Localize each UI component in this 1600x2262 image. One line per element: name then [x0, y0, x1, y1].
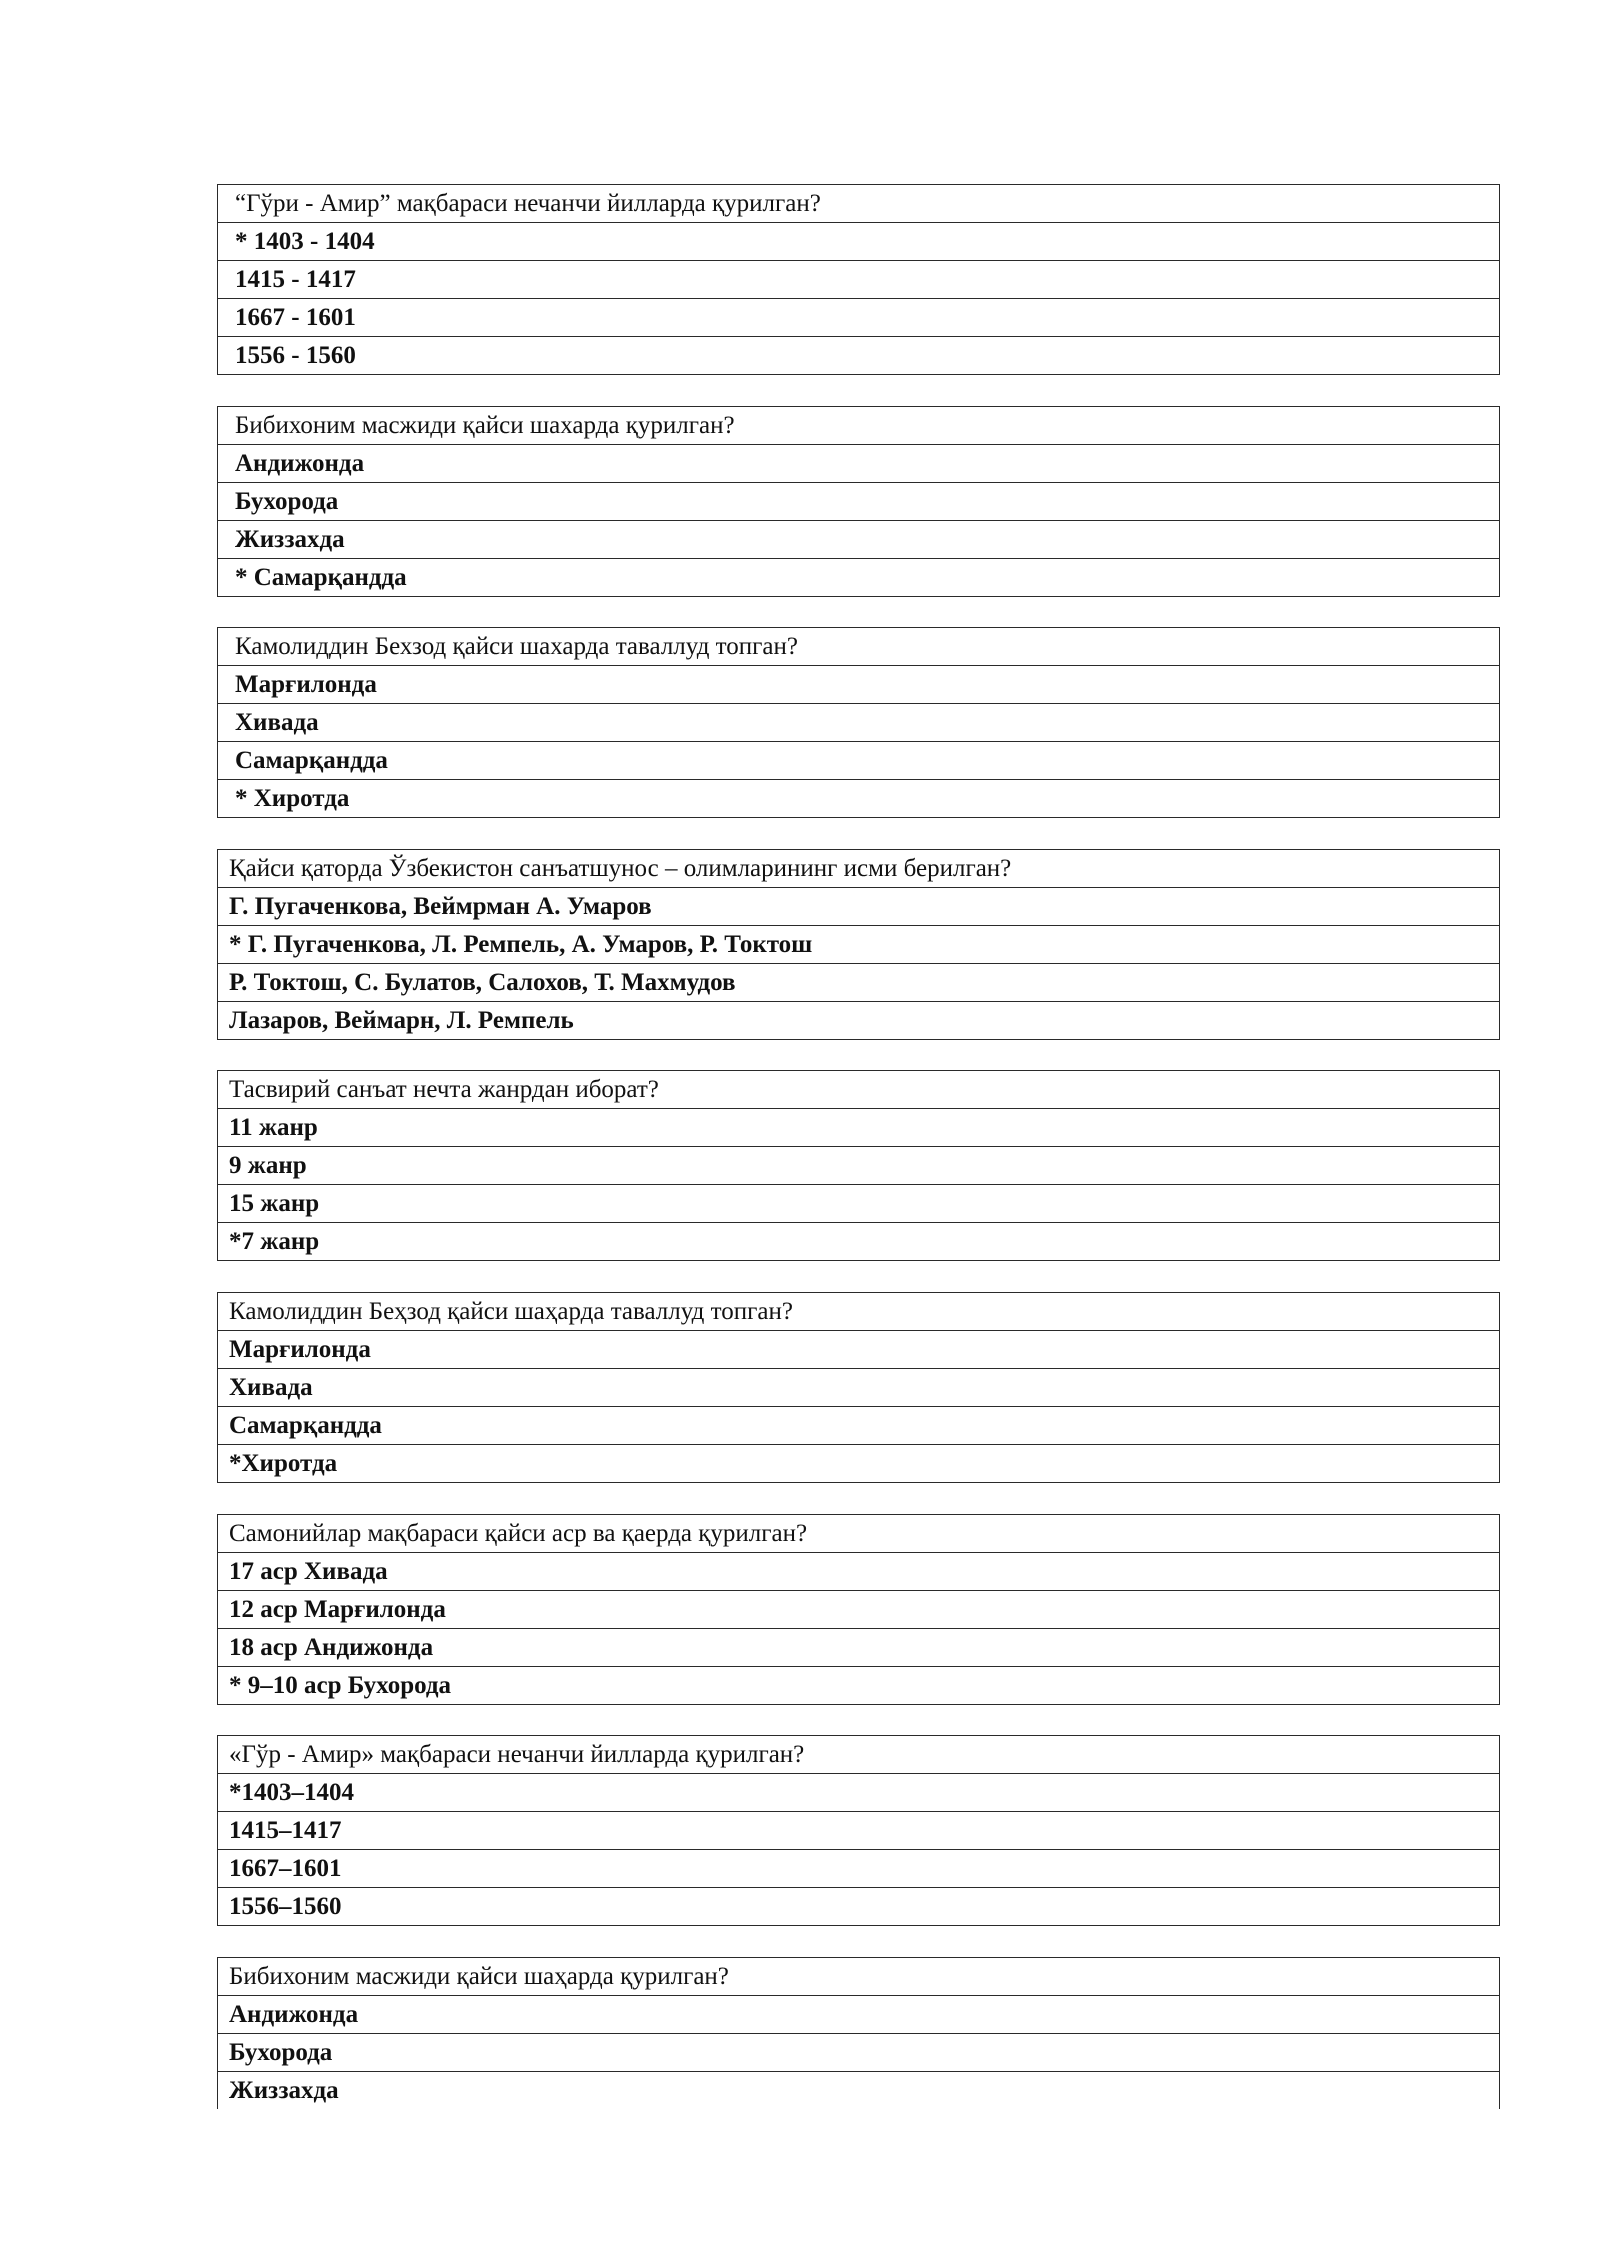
answer-option: Жиззахда — [218, 2072, 1500, 2110]
answer-option: 12 аср Марғилонда — [218, 1591, 1500, 1629]
answer-option: Хивада — [218, 704, 1500, 742]
question-block — [217, 406, 1500, 597]
question-text: Самонийлар мақбараси қайси аср ва қаерда қурилган? — [218, 1515, 1500, 1553]
answer-option: 1556 - 1560 — [218, 337, 1500, 375]
answer-option: 9 жанр — [218, 1147, 1500, 1185]
question-text: Бибихоним масжиди қайси шаҳарда қурилган? — [218, 1958, 1500, 1996]
answer-option: Марғилонда — [218, 666, 1500, 704]
answer-option: Андижонда — [218, 1996, 1500, 2034]
question-text: Тасвирий санъат нечта жанрдан иборат? — [218, 1071, 1500, 1109]
answer-option: * Самарқандда — [218, 559, 1500, 597]
answer-option: *7 жанр — [218, 1223, 1500, 1261]
answer-option: * Хиротда — [218, 780, 1500, 818]
question-text: Камолиддин Беҳзод қайси шаҳарда таваллуд топган? — [218, 1293, 1500, 1331]
question-block — [217, 1070, 1500, 1261]
answer-option: Андижонда — [218, 445, 1500, 483]
answer-option: *Хиротда — [218, 1445, 1500, 1483]
answer-option: Бухорода — [218, 483, 1500, 521]
question-text: “Гўри - Амир” мақбараси нечанчи йилларда қурилган? — [218, 185, 1500, 223]
answer-option: Бухорода — [218, 2034, 1500, 2072]
answer-option: Р. Токтош, С. Булатов, Салохов, Т. Махмудов — [218, 964, 1500, 1002]
answer-option: Самарқандда — [218, 1407, 1500, 1445]
answer-option: 11 жанр — [218, 1109, 1500, 1147]
answer-option: Г. Пугаченкова, Веймрман А. Умаров — [218, 888, 1500, 926]
answer-option: * 1403 - 1404 — [218, 223, 1500, 261]
answer-option: * 9–10 аср Бухорода — [218, 1667, 1500, 1705]
answer-option: 1667 - 1601 — [218, 299, 1500, 337]
question-block — [217, 1514, 1500, 1705]
question-block — [217, 1735, 1500, 1926]
question-text: «Гўр - Амир» мақбараси нечанчи йилларда қурилган? — [218, 1736, 1500, 1774]
answer-option: *1403–1404 — [218, 1774, 1500, 1812]
answer-option: 1415–1417 — [218, 1812, 1500, 1850]
answer-option: Жиззахда — [218, 521, 1500, 559]
answer-option: 1667–1601 — [218, 1850, 1500, 1888]
answer-option: 17 аср Хивада — [218, 1553, 1500, 1591]
question-block — [217, 1292, 1500, 1483]
answer-option: 1556–1560 — [218, 1888, 1500, 1926]
answer-option: Лазаров, Веймарн, Л. Ремпель — [218, 1002, 1500, 1040]
question-block — [217, 184, 1500, 375]
question-text: Қайси қаторда Ўзбекистон санъатшунос – олимларининг исми берилган? — [218, 850, 1500, 888]
question-block — [217, 1957, 1500, 2109]
question-block — [217, 849, 1500, 1040]
answer-option: Марғилонда — [218, 1331, 1500, 1369]
answer-option: 18 аср Андижонда — [218, 1629, 1500, 1667]
question-block — [217, 627, 1500, 818]
answer-option: Хивада — [218, 1369, 1500, 1407]
answer-option: Самарқандда — [218, 742, 1500, 780]
question-text: Камолиддин Бехзод қайси шахарда таваллуд топган? — [218, 628, 1500, 666]
answer-option: 1415 - 1417 — [218, 261, 1500, 299]
answer-option: 15 жанр — [218, 1185, 1500, 1223]
answer-option: * Г. Пугаченкова, Л. Ремпель, А. Умаров, Р. Токтош — [218, 926, 1500, 964]
question-text: Бибихоним масжиди қайси шахарда қурилган? — [218, 407, 1500, 445]
